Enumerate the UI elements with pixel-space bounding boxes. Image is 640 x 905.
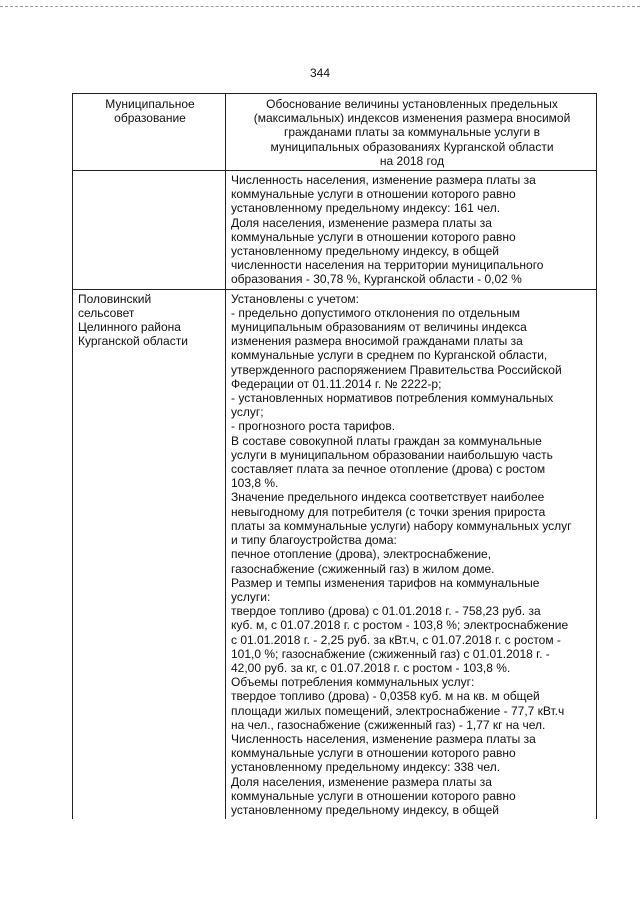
page-number: 344 [309,66,331,80]
text-line: на чел., газоснабжение (сжиженный газ) - 1,77 кг на чел. [231,717,546,732]
table-row [73,171,597,290]
text-line: изменения размера вносимой гражданами платы за [231,334,523,349]
text-line: 101,0 %; газоснабжение (сжиженный газ) с 01.01.2018 г. - [231,646,550,661]
header-municipality-cell [73,94,226,171]
text-line: - установленных нормативов потребления коммунальных [231,391,554,406]
justification-cell [226,171,597,290]
municipality-cell [73,171,226,290]
text-line: утвержденного распоряжением Правительства Российской [231,362,562,377]
header-justification-line: (максимальных) индексов изменения размера вносимой [253,111,571,126]
text-line: установленному предельному индексу: 338 чел. [231,760,501,775]
text-line: коммунальные услуги в отношении которого равно [231,187,516,202]
text-line: Значение предельного индекса соответствует наиболее [231,490,545,505]
text-line: Размер и темпы изменения тарифов на коммунальные [231,575,540,590]
header-municipality-line: образование [114,111,186,126]
text-line: платы за коммунальные услуги) набору коммунальных услуг [231,518,572,533]
text-line: услуги в муниципальном образовании наибольшую часть [231,447,553,462]
text-line: Федерации от 01.11.2014 г. № 2222-р; [231,376,442,391]
text-line: коммунальные услуги в отношении которого равно [231,746,516,761]
text-line: Курганской области [78,334,188,349]
text-line: услуги: [231,589,271,604]
table-header-row [73,94,597,171]
text-line: численности населения на территории муниципального [231,258,544,273]
text-line: 42,00 руб. за кг, с 01.07.2018 г. с ростом - 103,8 %. [231,660,511,675]
header-justification-line: Обоснование величины установленных предельных [266,97,558,111]
text-line: составляет плата за печное отопление (дрова) с ростом [231,462,546,477]
text-line: Численность населения, изменение размера платы за [231,173,536,188]
text-line: В составе совокупной платы граждан за коммунальные [231,433,542,448]
justification-table [72,93,597,819]
header-justification-line: на 2018 год [379,153,445,168]
text-line: печное отопление (дрова), электроснабжение, [231,547,492,562]
justification-cell [226,289,597,819]
text-line: Доля населения, изменение размера платы за [231,774,492,789]
text-line: Объемы потребления коммунальных услуг: [231,675,475,690]
scan-edge-line [0,6,640,7]
text-line: площади жилых помещений, электроснабжение - 77,7 кВт.ч [231,703,565,718]
text-line: услуг; [231,405,264,420]
table-row [73,289,597,819]
text-line: - прогнозного роста тарифов. [231,419,396,434]
text-line: образования - 30,78 %, Курганской области - 0,02 % [231,272,522,287]
text-line: невыгодному для потребителя (с точки зрения прироста [231,504,546,519]
text-line: твердое топливо (дрова) с 01.01.2018 г. - 758,23 руб. за [231,604,541,619]
header-municipality-line: Муниципальное [105,97,195,111]
text-line: сельсовет [78,305,135,320]
text-line: куб. м, с 01.07.2018 г. с ростом - 103,8 %; электроснабжение [231,618,569,633]
header-justification-line: гражданами платы за коммунальные услуги в [283,125,541,140]
text-line: установленному предельному индексу: 161 чел. [231,201,501,216]
text-line: коммунальные услуги в среднем по Курганской области, [231,348,548,363]
text-line: и типу благоустройства дома: [231,533,397,548]
text-line: Численность населения, изменение размера платы за [231,731,536,746]
text-line: Половинский [78,291,152,306]
text-line: коммунальные услуги в отношении которого равно [231,229,516,244]
text-line: Установлены с учетом: [231,291,359,306]
text-line: с 01.01.2018 г. - 2,25 руб. за кВт.ч, с 01.07.2018 г. с ростом - [231,632,561,647]
header-justification-cell [226,94,597,171]
text-line: муниципальным образованиям от величины индекса [231,320,527,335]
text-line: - предельно допустимого отклонения по отдельным [231,305,520,320]
text-line: твердое топливо (дрова) - 0,0358 куб. м на кв. м общей [231,689,540,704]
text-line: установленному предельному индексу, в общей [231,244,499,259]
text-line: газоснабжение (сжиженный газ) в жилом доме. [231,561,495,576]
text-line: 103,8 %. [231,476,279,491]
municipality-cell [73,289,226,819]
text-line: Доля населения, изменение размера платы за [231,215,492,230]
text-line: коммунальные услуги в отношении которого равно [231,788,516,803]
text-line: Целинного района [78,320,181,335]
header-justification-line: муниципальных образованиях Курганской области [270,139,554,154]
text-line: установленному предельному индексу, в общей [231,802,499,817]
